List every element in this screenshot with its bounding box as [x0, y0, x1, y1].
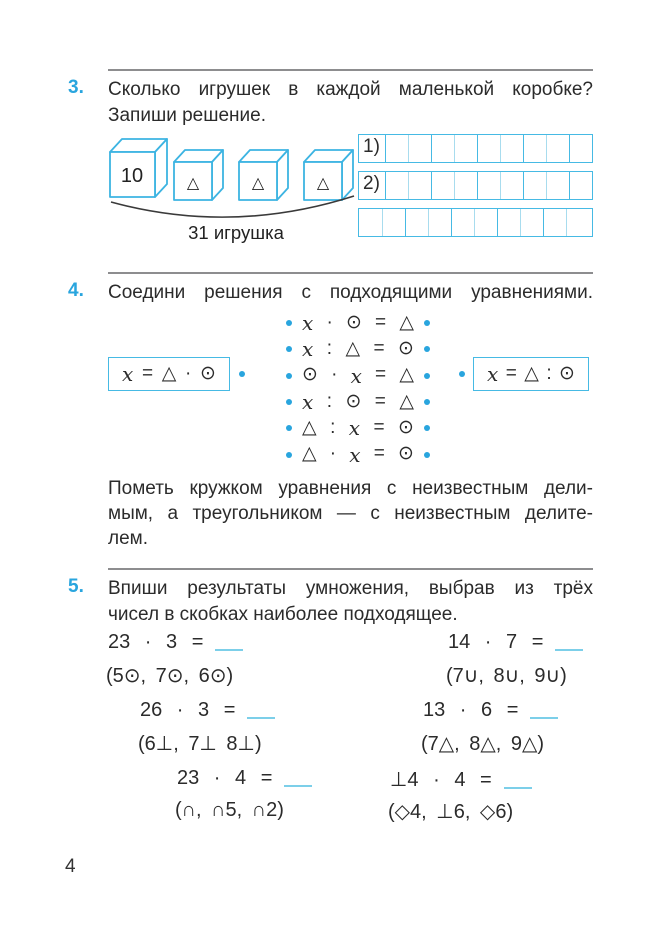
answer-cell[interactable]	[523, 135, 546, 162]
connector-dot[interactable]	[424, 346, 430, 352]
equation: x · ⊙ = △	[302, 311, 414, 336]
exercise-3-header	[65, 77, 650, 129]
matching-diagram	[108, 310, 593, 468]
problem	[390, 767, 532, 824]
problem	[177, 767, 312, 822]
expression-text: 26 · 3 =	[140, 699, 236, 721]
answer-cell[interactable]	[497, 209, 520, 236]
connector-dot[interactable]	[424, 425, 430, 431]
answer-grid-row-2	[358, 171, 593, 200]
section-divider	[108, 69, 593, 71]
problem	[423, 699, 558, 756]
equation-row	[286, 336, 430, 362]
exercise-5-number: 5.	[68, 576, 84, 597]
answer-blank[interactable]	[284, 773, 312, 787]
answer-cell[interactable]	[405, 209, 428, 236]
problem-expression	[140, 699, 275, 731]
equation: △ · x = ⊙	[302, 442, 414, 467]
connector-dot[interactable]	[286, 425, 292, 431]
connector-dot[interactable]	[459, 371, 465, 377]
answer-cell[interactable]	[569, 172, 592, 199]
note-line: лем.	[108, 528, 148, 549]
title-line: Запиши решение.	[108, 105, 266, 126]
toy-boxes-figure	[108, 134, 356, 246]
title-line: Впиши результаты умножения, выбрав из трёх	[108, 578, 593, 599]
expression-text: 13 · 6 =	[423, 699, 519, 721]
answer-cell[interactable]	[543, 209, 566, 236]
problem	[108, 631, 243, 688]
title-line: Сколько игрушек в каждой маленькой коробке?	[108, 79, 593, 100]
small-box-label: △	[316, 175, 330, 192]
answer-grid-row-1	[358, 134, 593, 163]
answer-cell[interactable]	[385, 172, 408, 199]
problem-options: (7△, 8△, 9△)	[421, 733, 545, 755]
equation-list	[286, 310, 430, 468]
equation-row	[286, 310, 430, 336]
answer-cell[interactable]	[546, 172, 569, 199]
answer-grid	[358, 134, 593, 237]
exercise-4-title	[108, 280, 593, 306]
equation: x : ⊙ = △	[302, 390, 414, 415]
exercise-3-figure	[108, 134, 593, 246]
answer-cell[interactable]	[385, 135, 408, 162]
title-line: чисел в скобках наиболее подходящее.	[108, 604, 458, 625]
answer-cell[interactable]	[431, 135, 454, 162]
problem	[448, 631, 583, 688]
answer-cell[interactable]	[359, 209, 382, 236]
right-solution-group	[459, 357, 589, 391]
small-box-label: △	[251, 175, 265, 192]
answer-blank[interactable]	[504, 775, 532, 789]
answer-cell[interactable]	[428, 209, 451, 236]
problem-options: (6⊥, 7⊥ 8⊥)	[138, 733, 262, 755]
equation: △ : x = ⊙	[302, 416, 414, 441]
note-line: мым, а треугольником — с неизвестным делите-	[108, 503, 593, 524]
answer-cell[interactable]	[451, 209, 474, 236]
connector-dot[interactable]	[286, 399, 292, 405]
connector-dot[interactable]	[239, 371, 245, 377]
answer-cell[interactable]	[566, 209, 589, 236]
problem-row	[108, 631, 593, 699]
connector-dot[interactable]	[286, 346, 292, 352]
big-box-label: 10	[120, 165, 144, 187]
exercise-4-number: 4.	[68, 280, 84, 301]
connector-dot[interactable]	[424, 373, 430, 379]
problem-row	[108, 767, 593, 835]
left-solution-group	[108, 357, 245, 391]
problem-row	[108, 699, 593, 767]
grid-row-label: 1)	[363, 136, 380, 157]
answer-cell[interactable]	[520, 209, 543, 236]
answer-blank[interactable]	[555, 637, 583, 651]
exercise-5-header	[65, 576, 650, 628]
connector-dot[interactable]	[286, 320, 292, 326]
answer-cell[interactable]	[408, 135, 431, 162]
answer-cell[interactable]	[477, 135, 500, 162]
problem-options: (∩, ∩5, ∩2)	[175, 799, 284, 821]
connector-dot[interactable]	[424, 320, 430, 326]
big-box	[110, 139, 167, 197]
section-divider	[108, 568, 593, 570]
answer-cell[interactable]	[523, 172, 546, 199]
small-box-label: △	[186, 175, 200, 192]
small-box	[174, 150, 223, 200]
brace-label: 31 игрушка	[188, 222, 284, 243]
problem-expression	[390, 767, 532, 799]
problem-expression	[177, 767, 312, 799]
answer-cell[interactable]	[546, 135, 569, 162]
answer-cell[interactable]	[382, 209, 405, 236]
equation-row	[286, 441, 430, 467]
answer-cell[interactable]	[500, 172, 523, 199]
problem	[140, 699, 275, 756]
page-number: 4	[65, 856, 76, 877]
answer-blank[interactable]	[247, 705, 275, 719]
answer-grid-row-3	[358, 208, 593, 237]
problem-expression	[423, 699, 558, 731]
equation: ⊙ · x = △	[302, 363, 414, 388]
expression-text: 23 · 3 =	[108, 631, 204, 653]
exercise-3-title	[108, 77, 593, 129]
small-box	[304, 150, 353, 200]
problem-expression	[108, 631, 243, 663]
expression-text: 14 · 7 =	[448, 631, 544, 653]
equation-row	[286, 415, 430, 441]
answer-cell[interactable]	[454, 172, 477, 199]
equation: x : △ = ⊙	[302, 337, 414, 362]
answer-cell[interactable]	[408, 172, 431, 199]
small-box	[239, 150, 288, 200]
right-solution-box: x = △ : ⊙	[473, 357, 589, 391]
exercise-5-title	[108, 576, 593, 628]
answer-cell[interactable]	[500, 135, 523, 162]
connector-dot[interactable]	[424, 399, 430, 405]
exercise-3-number: 3.	[68, 77, 84, 98]
grid-row-label: 2)	[363, 173, 380, 194]
answer-cell[interactable]	[431, 172, 454, 199]
left-solution-box: x = △ · ⊙	[108, 357, 230, 391]
connector-dot[interactable]	[286, 452, 292, 458]
answer-cell[interactable]	[477, 172, 500, 199]
answer-blank[interactable]	[215, 637, 243, 651]
answer-blank[interactable]	[530, 705, 558, 719]
title-line: Соедини решения с подходящими уравнениями.	[108, 282, 593, 303]
problem-options: (7∪, 8∪, 9∪)	[446, 665, 567, 687]
equation-row	[286, 363, 430, 389]
answer-cell[interactable]	[569, 135, 592, 162]
problem-options: (5⊙, 7⊙, 6⊙)	[106, 665, 234, 687]
equation-row	[286, 389, 430, 415]
section-divider	[108, 272, 593, 274]
answer-cell[interactable]	[454, 135, 477, 162]
connector-dot[interactable]	[424, 452, 430, 458]
problem-expression	[448, 631, 583, 663]
expression-text: ⊥4 · 4 =	[390, 769, 492, 791]
exercise-4-note	[108, 476, 593, 551]
problem-options: (◇4, ⊥6, ◇6)	[388, 801, 514, 823]
exercise-4-header	[65, 280, 650, 306]
expression-text: 23 · 4 =	[177, 767, 273, 789]
answer-cell[interactable]	[474, 209, 497, 236]
connector-dot[interactable]	[286, 373, 292, 379]
note-line: Пометь кружком уравнения с неизвестным дели-	[108, 478, 593, 499]
